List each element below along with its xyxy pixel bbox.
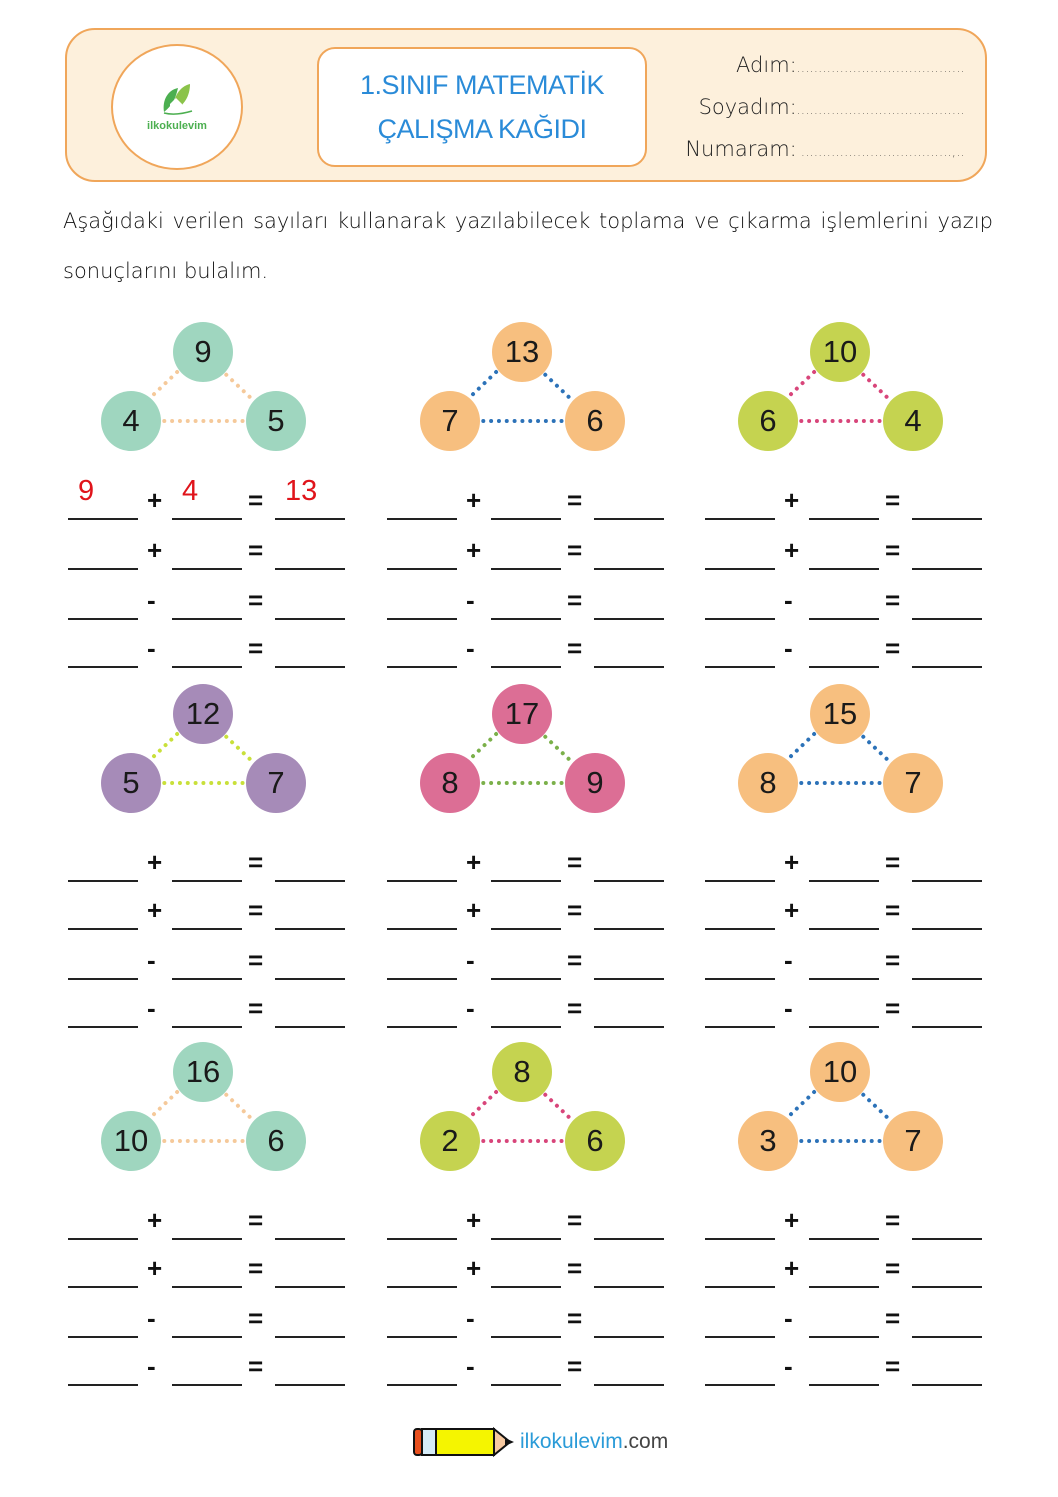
equation-row	[68, 1200, 368, 1240]
operand-b-blank[interactable]	[172, 1296, 242, 1338]
minus-sign: -	[466, 633, 475, 663]
equals-sign: =	[567, 1253, 583, 1283]
minus-sign: -	[147, 945, 156, 975]
number-circle-right: 7	[883, 753, 943, 813]
number-circle-left: 2	[420, 1111, 480, 1171]
title-line-2: ÇALIŞMA KAĞIDI	[377, 114, 587, 144]
operand-a-blank[interactable]	[68, 986, 138, 1028]
leaf-house-icon	[160, 82, 194, 116]
equals-sign: =	[567, 895, 583, 925]
result-blank[interactable]	[912, 528, 982, 570]
plus-sign: +	[466, 1253, 482, 1283]
result-blank[interactable]	[912, 1296, 982, 1338]
operand-b-blank[interactable]	[809, 1344, 879, 1386]
equation-row	[387, 988, 687, 1028]
result-blank[interactable]	[275, 1296, 345, 1338]
minus-sign: -	[784, 633, 793, 663]
minus-sign: -	[147, 1303, 156, 1333]
operand-a-blank[interactable]	[68, 888, 138, 930]
equals-sign: =	[248, 585, 264, 615]
equals-sign: =	[885, 1253, 901, 1283]
plus-sign: +	[466, 535, 482, 565]
equals-sign: =	[248, 1253, 264, 1283]
number-circle-left: 3	[738, 1111, 798, 1171]
number-circle-left: 7	[420, 391, 480, 451]
operand-a-blank[interactable]	[387, 1296, 457, 1338]
equals-sign: =	[567, 535, 583, 565]
minus-sign: -	[784, 945, 793, 975]
equals-sign: =	[885, 485, 901, 515]
number-circle-top: 10	[810, 322, 870, 382]
result-blank[interactable]	[275, 888, 345, 930]
equation-row	[68, 580, 368, 620]
number-circle-top: 16	[173, 1042, 233, 1102]
equals-sign: =	[567, 945, 583, 975]
operand-b-blank[interactable]	[491, 888, 561, 930]
operand-b-blank[interactable]	[809, 578, 879, 620]
equation-row	[387, 1298, 687, 1338]
equals-sign: =	[567, 1351, 583, 1381]
operand-a-blank[interactable]	[68, 1296, 138, 1338]
equals-sign: =	[248, 535, 264, 565]
equals-sign: =	[248, 945, 264, 975]
number-circle-left: 8	[420, 753, 480, 813]
number-circle-right: 7	[246, 753, 306, 813]
plus-sign: +	[147, 1253, 163, 1283]
result-blank[interactable]	[594, 1296, 664, 1338]
equals-sign: =	[885, 1351, 901, 1381]
result-blank[interactable]	[594, 578, 664, 620]
equation-row	[387, 580, 687, 620]
operand-b-blank[interactable]	[491, 938, 561, 980]
operand-a-blank[interactable]	[705, 1246, 775, 1288]
plus-sign: +	[784, 895, 800, 925]
result-blank[interactable]	[594, 986, 664, 1028]
minus-sign: -	[147, 585, 156, 615]
equals-sign: =	[567, 633, 583, 663]
result-blank[interactable]	[912, 626, 982, 668]
equals-sign: =	[248, 485, 264, 515]
operand-a-blank[interactable]	[705, 1198, 775, 1240]
minus-sign: -	[147, 993, 156, 1023]
operand-a-blank[interactable]	[68, 938, 138, 980]
operand-a-blank[interactable]	[68, 1198, 138, 1240]
operand-b-blank[interactable]	[172, 840, 242, 882]
number-circle-top: 13	[492, 322, 552, 382]
number-circle-top: 17	[492, 684, 552, 744]
equation-row	[387, 628, 687, 668]
result-blank[interactable]	[594, 888, 664, 930]
plus-sign: +	[466, 1205, 482, 1235]
operand-a-blank[interactable]	[387, 1344, 457, 1386]
number-field[interactable]: Numaram: ...................................,..	[685, 137, 965, 161]
number-circle-right: 6	[246, 1111, 306, 1171]
logo-text: ilkokulevim	[147, 120, 207, 132]
equation-row	[387, 1346, 687, 1386]
equation-row	[68, 842, 368, 882]
equals-sign: =	[885, 633, 901, 663]
operand-b-blank[interactable]	[491, 1344, 561, 1386]
equation-row	[705, 940, 1005, 980]
student-info	[685, 46, 965, 172]
operand-a-blank[interactable]	[705, 478, 775, 520]
plus-sign: +	[784, 535, 800, 565]
equals-sign: =	[248, 847, 264, 877]
result-blank[interactable]	[275, 938, 345, 980]
result-blank[interactable]	[912, 1198, 982, 1240]
operand-b-blank[interactable]	[172, 1344, 242, 1386]
equation-row	[387, 1200, 687, 1240]
number-circle-top: 10	[810, 1042, 870, 1102]
minus-sign: -	[784, 1303, 793, 1333]
operand-b-blank[interactable]	[172, 938, 242, 980]
equals-sign: =	[248, 1303, 264, 1333]
result-blank[interactable]	[275, 1344, 345, 1386]
operand-b-blank[interactable]	[172, 626, 242, 668]
minus-sign: -	[147, 633, 156, 663]
equation-row	[387, 940, 687, 980]
equation-row	[68, 628, 368, 668]
result-blank[interactable]	[912, 1246, 982, 1288]
equals-sign: =	[248, 1351, 264, 1381]
number-circle-left: 10	[101, 1111, 161, 1171]
operand-b-blank[interactable]	[809, 1296, 879, 1338]
operand-a-blank[interactable]	[68, 1246, 138, 1288]
minus-sign: -	[466, 945, 475, 975]
equals-sign: =	[567, 993, 583, 1023]
result-blank[interactable]	[912, 578, 982, 620]
operand-b-blank[interactable]	[809, 938, 879, 980]
equals-sign: =	[248, 1205, 264, 1235]
result-blank[interactable]	[275, 578, 345, 620]
operand-a-blank[interactable]	[705, 528, 775, 570]
number-circle-top: 9	[173, 322, 233, 382]
operand-b-blank[interactable]	[809, 478, 879, 520]
equation-row	[68, 988, 368, 1028]
equals-sign: =	[248, 993, 264, 1023]
operand-b-blank[interactable]	[491, 1246, 561, 1288]
equals-sign: =	[885, 895, 901, 925]
operand-b-blank[interactable]	[809, 1246, 879, 1288]
number-circle-left: 8	[738, 753, 798, 813]
instruction-text: Aşağıdaki verilen sayıları kullanarak yazılabilecek toplama ve çıkarma işlemlerini yazıp sonuçlarını bulalım.	[63, 209, 993, 283]
equation-row	[387, 530, 687, 570]
equation-row	[387, 1248, 687, 1288]
minus-sign: -	[147, 1351, 156, 1381]
result-blank[interactable]	[912, 938, 982, 980]
operand-b-blank[interactable]	[809, 1198, 879, 1240]
minus-sign: -	[784, 585, 793, 615]
operand-a-blank[interactable]	[705, 840, 775, 882]
operand-b-blank[interactable]	[172, 528, 242, 570]
name-field[interactable]: Adım:.......................................	[736, 53, 965, 77]
operand-a-blank[interactable]	[387, 888, 457, 930]
result-blank[interactable]	[275, 626, 345, 668]
equation-row	[68, 1248, 368, 1288]
operand-b-blank[interactable]	[172, 475, 242, 520]
equation-row	[387, 480, 687, 520]
equals-sign: =	[567, 1205, 583, 1235]
operand-a-blank[interactable]	[705, 888, 775, 930]
operand-a-blank[interactable]	[68, 1344, 138, 1386]
operand-a-blank[interactable]	[705, 986, 775, 1028]
operand-a-blank[interactable]	[387, 478, 457, 520]
operand-b-blank[interactable]	[491, 840, 561, 882]
equation-row	[387, 842, 687, 882]
equation-row	[705, 1298, 1005, 1338]
result-blank[interactable]	[912, 1344, 982, 1386]
title-box	[317, 47, 647, 167]
operand-b-blank[interactable]	[491, 578, 561, 620]
answer-text: 9	[78, 475, 95, 507]
result-blank[interactable]	[275, 475, 345, 520]
equals-sign: =	[567, 485, 583, 515]
equation-row	[387, 890, 687, 930]
equation-row	[705, 628, 1005, 668]
equals-sign: =	[885, 847, 901, 877]
minus-sign: -	[466, 1303, 475, 1333]
equation-row	[705, 530, 1005, 570]
equation-row	[705, 480, 1005, 520]
result-blank[interactable]	[275, 986, 345, 1028]
operand-b-blank[interactable]	[809, 528, 879, 570]
number-circle-top: 12	[173, 684, 233, 744]
result-blank[interactable]	[275, 528, 345, 570]
result-blank[interactable]	[594, 840, 664, 882]
operand-b-blank[interactable]	[172, 1246, 242, 1288]
plus-sign: +	[147, 847, 163, 877]
equation-row	[68, 1298, 368, 1338]
equation-row	[68, 475, 368, 520]
equals-sign: =	[885, 1205, 901, 1235]
plus-sign: +	[466, 847, 482, 877]
equation-row	[705, 1346, 1005, 1386]
number-circle-right: 7	[883, 1111, 943, 1171]
answer-text: 13	[285, 475, 318, 507]
number-circle-right: 6	[565, 1111, 625, 1171]
minus-sign: -	[466, 993, 475, 1023]
operand-b-blank[interactable]	[809, 840, 879, 882]
operand-b-blank[interactable]	[809, 888, 879, 930]
result-blank[interactable]	[275, 1246, 345, 1288]
operand-a-blank[interactable]	[387, 578, 457, 620]
title-line-1: 1.SINIF MATEMATİK	[359, 70, 605, 100]
plus-sign: +	[466, 485, 482, 515]
plus-sign: +	[147, 895, 163, 925]
result-blank[interactable]	[275, 1198, 345, 1240]
minus-sign: -	[784, 993, 793, 1023]
plus-sign: +	[147, 1205, 163, 1235]
result-blank[interactable]	[594, 1198, 664, 1240]
minus-sign: -	[784, 1351, 793, 1381]
operand-a-blank[interactable]	[705, 938, 775, 980]
operand-a-blank[interactable]	[705, 1296, 775, 1338]
plus-sign: +	[784, 847, 800, 877]
equals-sign: =	[248, 895, 264, 925]
operand-a-blank[interactable]	[705, 1344, 775, 1386]
operand-b-blank[interactable]	[172, 986, 242, 1028]
number-circle-top: 15	[810, 684, 870, 744]
result-blank[interactable]	[594, 528, 664, 570]
operand-a-blank[interactable]	[387, 626, 457, 668]
equation-row	[68, 1346, 368, 1386]
answer-text: 4	[182, 475, 199, 507]
equals-sign: =	[567, 847, 583, 877]
equation-row	[705, 890, 1005, 930]
operand-b-blank[interactable]	[172, 578, 242, 620]
result-blank[interactable]	[912, 478, 982, 520]
number-circle-left: 5	[101, 753, 161, 813]
equation-row	[68, 890, 368, 930]
operand-b-blank[interactable]	[491, 626, 561, 668]
number-circle-right: 4	[883, 391, 943, 451]
equals-sign: =	[885, 585, 901, 615]
equals-sign: =	[567, 1303, 583, 1333]
operand-b-blank[interactable]	[172, 1198, 242, 1240]
operand-a-blank[interactable]	[705, 578, 775, 620]
equals-sign: =	[885, 993, 901, 1023]
footer-logo	[412, 1425, 668, 1459]
operand-a-blank[interactable]	[387, 528, 457, 570]
minus-sign: -	[466, 1351, 475, 1381]
number-circle-left: 6	[738, 391, 798, 451]
plus-sign: +	[147, 485, 163, 515]
equation-row	[705, 842, 1005, 882]
logo	[111, 44, 243, 170]
operand-a-blank[interactable]	[387, 938, 457, 980]
plus-sign: +	[147, 535, 163, 565]
operand-b-blank[interactable]	[491, 1198, 561, 1240]
equation-row	[68, 940, 368, 980]
equation-row	[68, 530, 368, 570]
number-circle-right: 6	[565, 391, 625, 451]
number-circle-right: 5	[246, 391, 306, 451]
operand-b-blank[interactable]	[491, 986, 561, 1028]
operand-a-blank[interactable]	[387, 1198, 457, 1240]
worksheet-header	[65, 28, 987, 182]
result-blank[interactable]	[594, 1344, 664, 1386]
operand-a-blank[interactable]	[68, 475, 138, 520]
surname-field[interactable]: Soyadım:.......................................	[698, 95, 965, 119]
operand-a-blank[interactable]	[387, 840, 457, 882]
result-blank[interactable]	[912, 840, 982, 882]
result-blank[interactable]	[912, 888, 982, 930]
operand-a-blank[interactable]	[68, 840, 138, 882]
operand-b-blank[interactable]	[809, 986, 879, 1028]
operand-b-blank[interactable]	[491, 1296, 561, 1338]
operand-b-blank[interactable]	[491, 478, 561, 520]
operand-b-blank[interactable]	[809, 626, 879, 668]
number-circle-right: 9	[565, 753, 625, 813]
equation-row	[705, 1248, 1005, 1288]
equals-sign: =	[248, 633, 264, 663]
equation-row	[705, 1200, 1005, 1240]
equation-row	[705, 580, 1005, 620]
pencil-icon	[412, 1425, 516, 1459]
result-blank[interactable]	[912, 986, 982, 1028]
result-blank[interactable]	[275, 840, 345, 882]
equals-sign: =	[567, 585, 583, 615]
operand-a-blank[interactable]	[387, 986, 457, 1028]
operand-a-blank[interactable]	[68, 626, 138, 668]
equals-sign: =	[885, 1303, 901, 1333]
operand-a-blank[interactable]	[387, 1246, 457, 1288]
operand-b-blank[interactable]	[172, 888, 242, 930]
minus-sign: -	[466, 585, 475, 615]
plus-sign: +	[784, 1205, 800, 1235]
number-circle-top: 8	[492, 1042, 552, 1102]
plus-sign: +	[784, 1253, 800, 1283]
result-blank[interactable]	[594, 938, 664, 980]
equation-row	[705, 988, 1005, 1028]
number-circle-left: 4	[101, 391, 161, 451]
operand-b-blank[interactable]	[491, 528, 561, 570]
equals-sign: =	[885, 945, 901, 975]
operand-a-blank[interactable]	[68, 528, 138, 570]
result-blank[interactable]	[594, 478, 664, 520]
operand-a-blank[interactable]	[68, 578, 138, 620]
result-blank[interactable]	[594, 626, 664, 668]
footer-site: ilkokulevim.com	[520, 1430, 669, 1453]
plus-sign: +	[466, 895, 482, 925]
plus-sign: +	[784, 485, 800, 515]
operand-a-blank[interactable]	[705, 626, 775, 668]
result-blank[interactable]	[594, 1246, 664, 1288]
equals-sign: =	[885, 535, 901, 565]
